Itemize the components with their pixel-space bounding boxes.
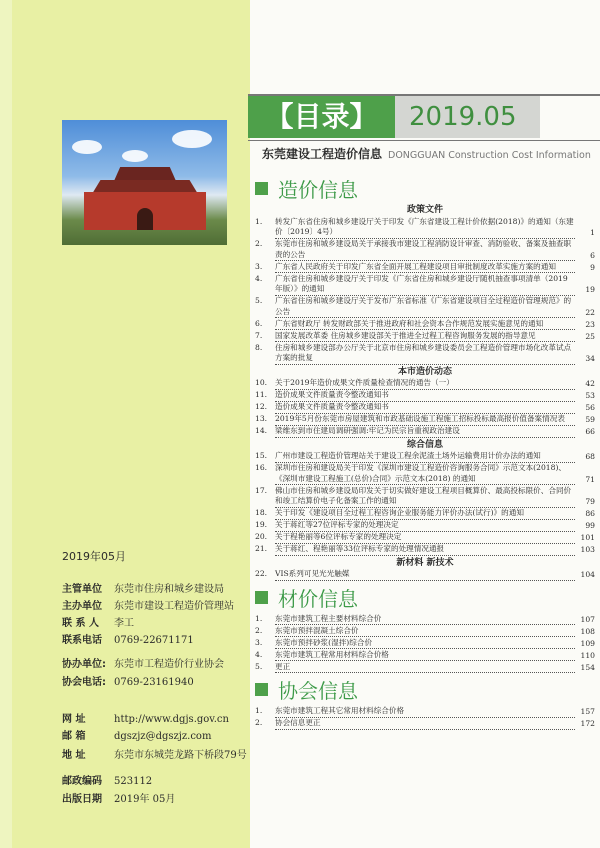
entry-number: 12.	[255, 402, 268, 411]
entry-title: 关于程艳丽等6位评标专家的处理决定	[275, 532, 575, 544]
entry-page: 34	[585, 354, 595, 363]
entry-page: 157	[580, 707, 595, 716]
toc-entry[interactable]	[255, 718, 595, 730]
info-value: 0769-22671171	[114, 635, 194, 646]
entry-title: 佛山市住房和城乡建设局印发关于切实做好建设工程项目概算价、最高投标限价、合同价和竣工结算价电子化备案工作的通知	[275, 486, 575, 508]
category-heading: 政策文件	[406, 205, 443, 215]
section-square-icon	[255, 683, 268, 696]
category-heading: 综合信息	[406, 439, 443, 450]
entry-page: 6	[590, 250, 595, 260]
entry-number: 22.	[255, 569, 268, 578]
entry-number: 4.	[255, 273, 263, 283]
entry-page: 1	[590, 228, 595, 237]
section-title: 造价信息	[278, 178, 358, 202]
info-value: 东莞市住房和城乡建设局	[114, 584, 224, 595]
table-of-contents	[255, 172, 595, 730]
toc-entry[interactable]	[255, 343, 595, 365]
toc-entry[interactable]	[255, 319, 595, 331]
entry-title: 深圳市住房和建设局关于印发《深圳市建设工程造价咨询服务合同》示范文本(2018)、《深圳市建设工程施工(总价)合同》示范文本(2018) 的通知	[275, 463, 575, 485]
entry-page: 103	[580, 545, 595, 554]
entry-number: 2.	[255, 625, 263, 635]
info-value: 2019年 05月	[114, 794, 176, 805]
entry-page: 79	[585, 497, 595, 506]
entry-page: 107	[580, 614, 595, 624]
toc-entry[interactable]	[255, 544, 595, 556]
info-label: 出版日期	[62, 794, 102, 805]
info-label: 主管单位	[62, 584, 102, 595]
info-row	[62, 655, 224, 670]
toc-entry[interactable]	[255, 426, 595, 438]
entry-page: 56	[585, 403, 595, 412]
entry-title: 东莞市住房和城乡建设局关于承接我市建设工程消防设计审查、消防验收、备案及抽查职责的公告	[275, 239, 575, 261]
entry-page: 68	[585, 452, 595, 461]
toc-entry[interactable]	[255, 532, 595, 544]
entry-page: 99	[585, 521, 595, 530]
entry-title: 转发广东省住房和城乡建设厅关于印发《广东省建设工程计价依据(2018)》的通知（东建价〔2019〕4号）	[275, 217, 575, 239]
info-row	[62, 790, 175, 805]
section-title: 协会信息	[278, 679, 358, 703]
journal-title	[262, 145, 591, 162]
toc-entry[interactable]	[255, 451, 595, 463]
toc-entry[interactable]	[255, 520, 595, 532]
entry-number: 1.	[255, 706, 263, 715]
toc-entry[interactable]	[255, 217, 595, 239]
info-label: 网 址	[62, 714, 86, 725]
entry-number: 20.	[255, 532, 268, 541]
entry-number: 21.	[255, 544, 268, 553]
category-heading: 新材料 新技术	[396, 557, 454, 568]
entry-title: 东莞市预拌混凝土综合价	[275, 626, 575, 638]
cover-photo-tower	[62, 120, 227, 245]
entry-page: 59	[585, 415, 595, 424]
info-value[interactable]: dgszjz@dgszjz.com	[114, 731, 212, 742]
section-title: 材价信息	[278, 586, 358, 611]
section-heading	[255, 583, 595, 612]
entry-title: 2019年5月份东莞市房屋建筑和市政基础设施工程施工招标投标最高报价值备案情况表	[275, 414, 575, 426]
toc-entry[interactable]	[255, 614, 595, 626]
info-label: 协会电话:	[62, 677, 106, 688]
category-heading: 本市造价动态	[397, 366, 452, 377]
info-row	[62, 597, 234, 612]
entry-number: 14.	[255, 426, 268, 435]
issue-date: 2019.05	[395, 96, 540, 138]
entry-title: 国家发展改革委 住房城乡建设部关于推进全过程工程咨询服务发展的指导意见	[275, 331, 575, 343]
toc-entry[interactable]	[255, 463, 595, 485]
entry-number: 1.	[255, 216, 263, 226]
toc-entry[interactable]	[255, 569, 595, 581]
entry-title: 造价成果文件质量责令整改通知书	[275, 402, 575, 414]
entry-title: 造价成果文件质量责令整改通知书	[275, 390, 575, 402]
section-heading	[255, 174, 595, 203]
entry-title: 东莞市建筑工程常用材料综合价格	[275, 650, 575, 662]
entry-page: 22	[585, 307, 595, 317]
toc-entry[interactable]	[255, 626, 595, 638]
info-label: 邮 箱	[62, 731, 86, 742]
entry-page: 110	[580, 650, 595, 660]
entry-number: 2.	[255, 718, 263, 727]
toc-entry[interactable]	[255, 402, 595, 414]
info-value: 0769-23161940	[114, 677, 194, 688]
entry-title: VIS系列可见光光触媒	[275, 569, 575, 581]
toc-entry[interactable]	[255, 508, 595, 520]
entry-page: 71	[585, 474, 595, 484]
entry-page: 23	[585, 319, 595, 329]
entry-page: 66	[585, 427, 595, 436]
cover-date: 2019年05月	[62, 550, 126, 563]
divider	[248, 140, 600, 141]
toc-entry[interactable]	[255, 414, 595, 426]
entry-page: 9	[590, 262, 595, 272]
info-label: 联系电话	[62, 635, 102, 646]
toc-entry[interactable]	[255, 662, 595, 674]
toc-entry[interactable]	[255, 390, 595, 402]
info-row	[62, 631, 194, 646]
toc-entry[interactable]	[255, 331, 595, 343]
entry-page: 172	[580, 719, 595, 728]
entry-page: 101	[580, 533, 595, 542]
toc-entry[interactable]	[255, 274, 595, 296]
entry-title: 梁维东到市住建局调研强调:牢记为民宗旨重视政治建设	[275, 426, 575, 438]
entry-page: 53	[585, 391, 595, 400]
info-value: 东莞市东城莞龙路下桥段79号	[114, 750, 247, 761]
journal-name-en: DONGGUAN Construction Cost Information	[388, 150, 591, 161]
entry-page: 154	[580, 662, 595, 672]
journal-name: 东莞建设工程造价信息	[262, 147, 383, 161]
entry-number: 2.	[255, 239, 263, 248]
section-square-icon	[255, 591, 268, 604]
toc-title: 【目录】	[248, 96, 395, 138]
section-heading	[255, 675, 595, 704]
entry-page: 19	[585, 285, 595, 294]
entry-title: 东莞市预拌砂浆(湿拌)综合价	[275, 638, 575, 650]
info-row	[62, 580, 224, 595]
entry-page: 25	[585, 331, 595, 341]
entry-title: 东莞市建筑工程主要材料综合价	[275, 614, 575, 626]
toc-entry[interactable]	[255, 296, 595, 318]
page-edge	[0, 0, 12, 848]
info-label: 联 系 人	[62, 618, 99, 629]
info-value: 523112	[114, 776, 153, 787]
info-row	[62, 772, 152, 787]
entry-number: 1.	[255, 613, 263, 623]
info-label: 主办单位	[62, 601, 102, 612]
entry-page: 104	[580, 570, 595, 579]
entry-number: 17.	[255, 485, 268, 495]
entry-page: 108	[580, 626, 595, 636]
entry-title: 关于蒋红、程艳丽等33位评标专家的处理情况通报	[275, 544, 575, 556]
entry-number: 7.	[255, 330, 263, 340]
info-row	[62, 746, 247, 761]
info-row	[62, 727, 211, 742]
entry-title: 广东省住房和城乡建设厅关于印发《广东省住房和城乡建设厅随机抽查事项清单（2019年版）》的通知	[275, 274, 575, 296]
entry-title: 广东省人民政府关于印发广东省全面开展工程建设项目审批制度改革实施方案的通知	[275, 262, 575, 274]
entry-number: 8.	[255, 342, 263, 352]
entry-number: 3.	[255, 637, 263, 647]
entry-page: 86	[585, 509, 595, 518]
entry-number: 19.	[255, 520, 268, 529]
entry-title: 更正	[275, 662, 575, 674]
entry-number: 15.	[255, 451, 268, 460]
entry-title: 东莞市建筑工程其它常用材料综合价格	[275, 706, 575, 718]
entry-title: 广东省财政厅 转发财政部关于推进政府和社会资本合作规范发展实施意见的通知	[275, 319, 575, 331]
info-value: 东莞市建设工程造价管理站	[114, 601, 234, 612]
entry-title: 协会信息更正	[275, 718, 575, 730]
entry-page: 109	[580, 638, 595, 648]
info-value: 李工	[114, 618, 134, 629]
entry-number: 3.	[255, 261, 263, 271]
entry-title: 关于印发《建设项目全过程工程咨询企业服务能力评价办法(试行)》的通知	[275, 508, 575, 520]
info-label: 地 址	[62, 750, 86, 761]
toc-entry[interactable]	[255, 239, 595, 261]
entry-title: 住房和城乡建设部办公厅关于北京市住房和城乡建设委员会工程造价管理市场化改革试点方案的批复	[275, 343, 575, 365]
info-value: 东莞市工程造价行业协会	[114, 659, 224, 670]
entry-number: 5.	[255, 661, 263, 671]
info-value[interactable]: http://www.dgjs.gov.cn	[114, 714, 229, 725]
entry-title: 广州市建设工程造价管理站关于建设工程余泥渣土场外运输费用计价办法的通知	[275, 451, 575, 463]
entry-number: 6.	[255, 318, 263, 328]
toc-entry[interactable]	[255, 706, 595, 718]
entry-number: 10.	[255, 378, 268, 387]
toc-entry[interactable]	[255, 486, 595, 508]
entry-number: 16.	[255, 463, 268, 472]
entry-title: 关于蒋红等27位评标专家的处理决定	[275, 520, 575, 532]
entry-page: 42	[585, 379, 595, 388]
info-label: 协办单位:	[62, 659, 106, 670]
info-label: 邮政编码	[62, 776, 102, 787]
info-row	[62, 673, 194, 688]
entry-number: 11.	[255, 390, 268, 399]
info-row	[62, 614, 134, 629]
entry-number: 4.	[255, 649, 263, 659]
toc-entry[interactable]	[255, 262, 595, 274]
entry-number: 5.	[255, 296, 263, 305]
entry-number: 13.	[255, 414, 268, 423]
entry-title: 关于2019年造价成果文件质量检查情况的通告（一）	[275, 378, 575, 390]
section-square-icon	[255, 182, 268, 195]
entry-title: 广东省住房和城乡建设厅关于发布广东省标准《广东省建设项目全过程造价管理规范》的公告	[275, 296, 575, 318]
toc-entry[interactable]	[255, 638, 595, 650]
info-row	[62, 710, 229, 725]
entry-number: 18.	[255, 508, 268, 517]
toc-entry[interactable]	[255, 378, 595, 390]
toc-entry[interactable]	[255, 650, 595, 662]
